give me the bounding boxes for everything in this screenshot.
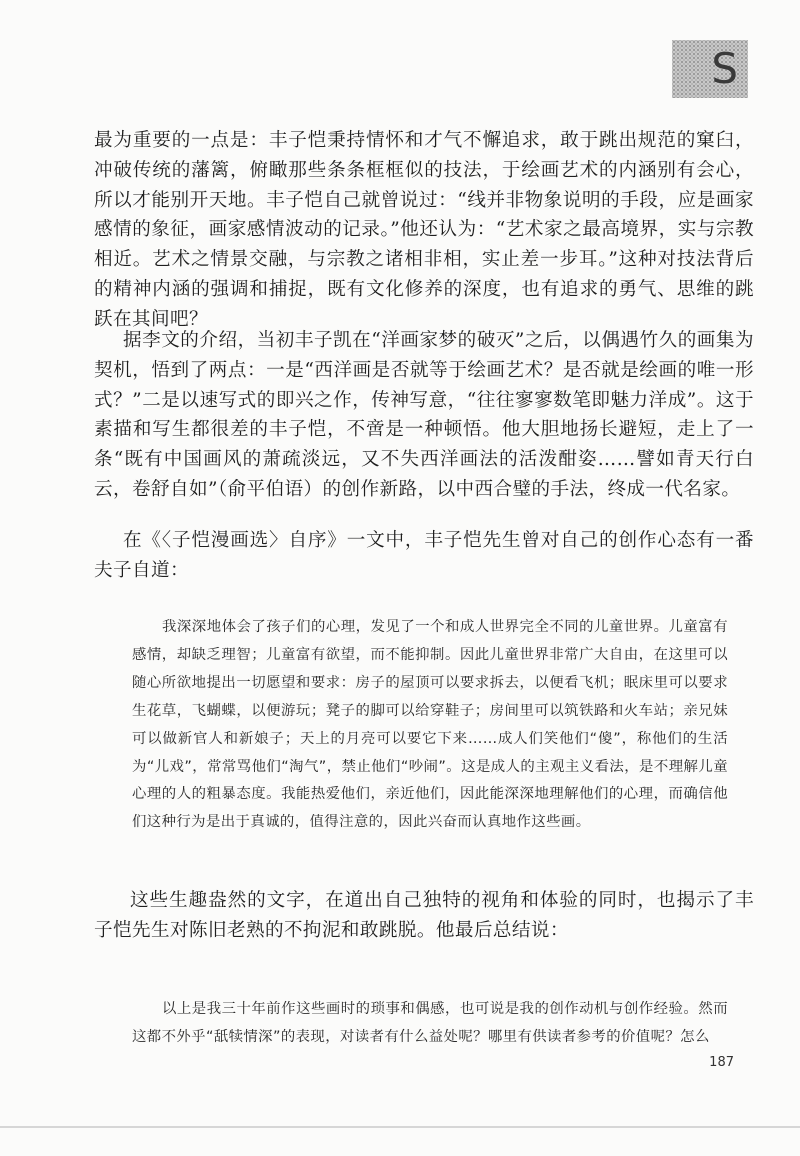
paragraph-enlightenment: 据李文的介绍，当初丰子凯在“洋画家梦的破灭”之后，以偶遇竹久的画集为契机，悟到了两点：一是“西洋画是否就等于绘画艺术？是否就是绘画的唯一形式？”二是以速写式的即兴之作，传神写意，“往往寥寥数笔即魅力洋成”。这于素描和写生都很差的丰子恺，不啻是一种顿悟。他大胆地扬长避短，走上了一条“既有中国画风的萧疏淡远，又不失西洋画法的活泼酣姿……譬如青天行白云，卷舒自如”（俞平伯语）的创作新路，以中西合璧的手法，终成一代名家。 <box>94 330 754 500</box>
paragraph-preface-intro: 在《〈子恺漫画选〉自序》一文中，丰子恺先生曾对自己的创作心态有一番夫子自道： <box>94 530 754 581</box>
block-quote-conclusion: 以上是我三十年前作这些画时的琐事和偶感，也可说是我的创作动机与创作经验。然而这都不外乎“舐犊情深”的表现，对读者有什么益处呢？哪里有供读者参考的价值呢？怎么 <box>132 1001 728 1045</box>
section-letter: S <box>711 44 738 93</box>
section-tab <box>672 40 748 98</box>
page-bottom-edge <box>0 1126 800 1128</box>
paragraph-summary-intro: 这些生趣盎然的文字，在道出自己独特的视角和体验的同时，也揭示了丰子恺先生对陈旧老熟的不拘泥和敢跳脱。他最后总结说： <box>94 890 754 941</box>
block-quote-children: 我深深地体会了孩子们的心理，发见了一个和成人世界完全不同的儿童世界。儿童富有感情，却缺乏理智；儿童富有欲望，而不能抑制。因此儿童世界非常广大自由，在这里可以随心所欲地提出一切愿望和要求：房子的屋顶可以要求拆去，以便看飞机；眠床里可以要求生花草，飞蝴蝶，以便游玩；凳子的脚可以给穿鞋子；房间里可以筑铁路和火车站；亲兄妹可以做新官人和新娘子；天上的月亮可以要它下来……成人们笑他们“傻”，称他们的生活为“儿戏”，常常骂他们“淘气”，禁止他们“吵闹”。这是成人的主观主义看法，是不理解儿童心理的人的粗暴态度。我能热爱他们，亲近他们，因此能深深地理解他们的心理，而确信他们这种行为是出于真诚的，值得注意的，因此兴奋而认真地作这些画。 <box>132 619 728 831</box>
page-number: 187 <box>709 1055 734 1070</box>
paragraph-technique: 最为重要的一点是：丰子恺秉持情怀和才气不懈追求，敢于跳出规范的窠臼，冲破传统的藩篱，俯瞰那些条条框框似的技法，于绘画艺术的内涵别有会心，所以才能别开天地。丰子恺自己就曾说过：“线并非物象说明的手段，应是画家感情的象征，画家感情波动的记录。”他还认为：“艺术家之最高境界，实与宗教相近。艺术之情景交融，与宗教之诸相非相，实止差一步耳。”这种对技法背后的精神内涵的强调和捕捉，既有文化修养的深度，也有追求的勇气、思维的跳跃在其间吧？ <box>94 130 754 330</box>
